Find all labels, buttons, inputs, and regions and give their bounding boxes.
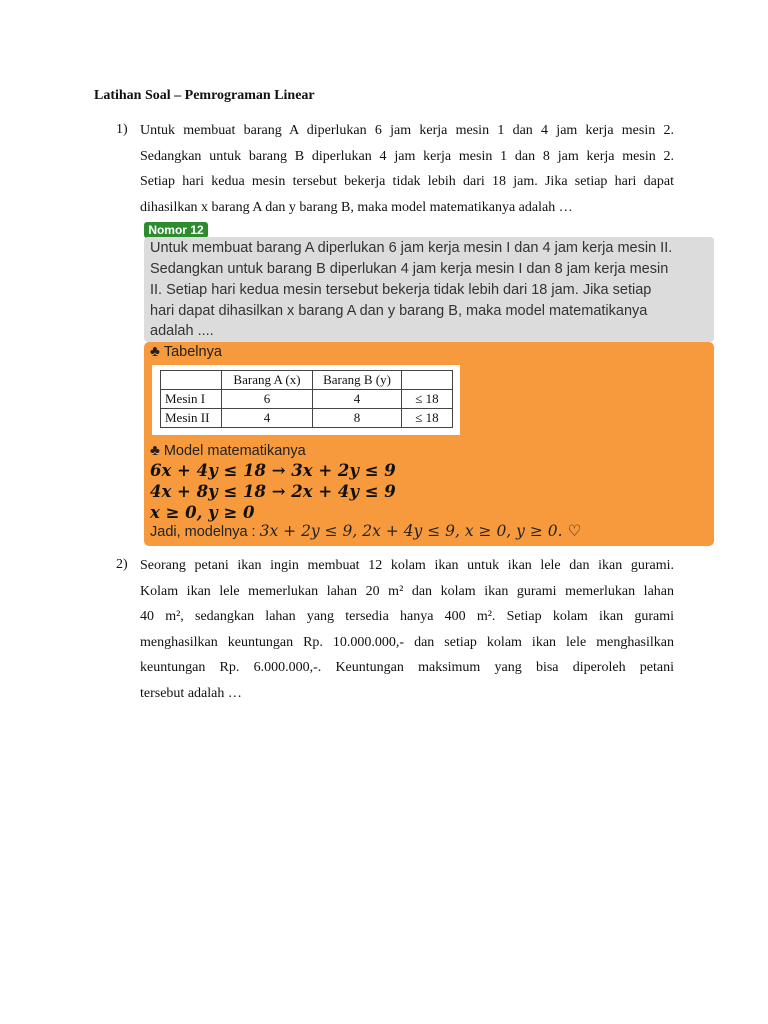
question-2-line: tersebut adalah … [140, 685, 242, 701]
solution-badge: Nomor 12 [144, 222, 208, 238]
document-title: Latihan Soal – Pemrograman Linear [94, 88, 315, 103]
table-header-cell [402, 371, 453, 390]
question-2-number: 2) [116, 557, 128, 572]
equation-2: 4x + 8y ≤ 18 → 2x + 4y ≤ 9 [150, 482, 396, 501]
restated-line: Untuk membuat barang A diperlukan 6 jam kerja mesin I dan 4 jam kerja mesin II. [150, 240, 673, 256]
solution-answer-box [144, 342, 714, 546]
table-heading [150, 343, 222, 360]
question-1-line: dihasilkan x barang A dan y barang B, maka model matematikanya adalah … [140, 199, 573, 215]
club-icon: ♣ [150, 343, 160, 360]
table-cell: 4 [313, 390, 402, 409]
question-2-line: 40 m², sedangkan lahan yang tersedia hanya 400 m². Setiap kolam ikan gurami [140, 609, 674, 624]
equation-1: 6x + 4y ≤ 18 → 3x + 2y ≤ 9 [150, 461, 396, 480]
table-row [161, 409, 453, 428]
table-header-cell [161, 371, 222, 390]
question-2-line: Seorang petani ikan ingin membuat 12 kolam ikan untuk ikan lele dan ikan gurami. [140, 558, 674, 573]
club-icon: ♣ [150, 442, 160, 459]
table-panel [152, 365, 460, 435]
question-1-line: Sedangkan untuk barang B diperlukan 4 jam kerja mesin 1 dan 8 jam kerja mesin 2. [140, 148, 674, 164]
question-1-number: 1) [116, 122, 128, 137]
table-cell: Mesin I [161, 390, 222, 409]
table-header-row [161, 371, 453, 390]
question-2-line: Kolam ikan lele memerlukan lahan 20 m² dan kolam ikan gurami memerlukan lahan [140, 583, 674, 599]
equation-3: x ≥ 0, y ≥ 0 [150, 503, 255, 522]
conclusion [150, 522, 581, 540]
question-2-line: menghasilkan keuntungan Rp. 10.000.000,- dan setiap kolam ikan lele menghasilkan [140, 634, 674, 650]
table-cell: 8 [313, 409, 402, 428]
solution-question-box [144, 237, 714, 342]
restated-line: adalah .... [150, 323, 214, 339]
question-1-line: Untuk membuat barang A diperlukan 6 jam kerja mesin 1 dan 4 jam kerja mesin 2. [140, 123, 674, 138]
machine-table [160, 370, 453, 428]
table-cell: ≤ 18 [402, 409, 453, 428]
model-heading [150, 442, 306, 459]
table-cell: 4 [222, 409, 313, 428]
conclusion-math: 3x + 2y ≤ 9, 2x + 4y ≤ 9, x ≥ 0, y ≥ 0. ♡ [259, 522, 582, 540]
table-cell: 6 [222, 390, 313, 409]
table-row [161, 390, 453, 409]
question-1-line: Setiap hari kedua mesin tersebut bekerja tidak lebih dari 18 jam. Jika setiap hari dapat [140, 174, 674, 189]
table-header-cell: Barang B (y) [313, 371, 402, 390]
question-1-text [140, 118, 674, 220]
model-heading-label: Model matematikanya [163, 443, 306, 459]
question-2-line: keuntungan Rp. 6.000.000,-. Keuntungan maksimum yang bisa diperoleh petani [140, 660, 674, 675]
restated-line: Sedangkan untuk barang B diperlukan 4 jam kerja mesin I dan 8 jam kerja mesin [150, 261, 669, 277]
conclusion-prefix: Jadi, modelnya : [150, 524, 260, 540]
question-2-text [140, 553, 674, 706]
table-cell: ≤ 18 [402, 390, 453, 409]
restated-line: hari dapat dihasilkan x barang A dan y barang B, maka model matematikanya [150, 303, 648, 319]
table-heading-label: Tabelnya [163, 344, 222, 360]
table-cell: Mesin II [161, 409, 222, 428]
table-header-cell: Barang A (x) [222, 371, 313, 390]
restated-line: II. Setiap hari kedua mesin tersebut bekerja tidak lebih dari 18 jam. Jika setiap [150, 282, 652, 298]
